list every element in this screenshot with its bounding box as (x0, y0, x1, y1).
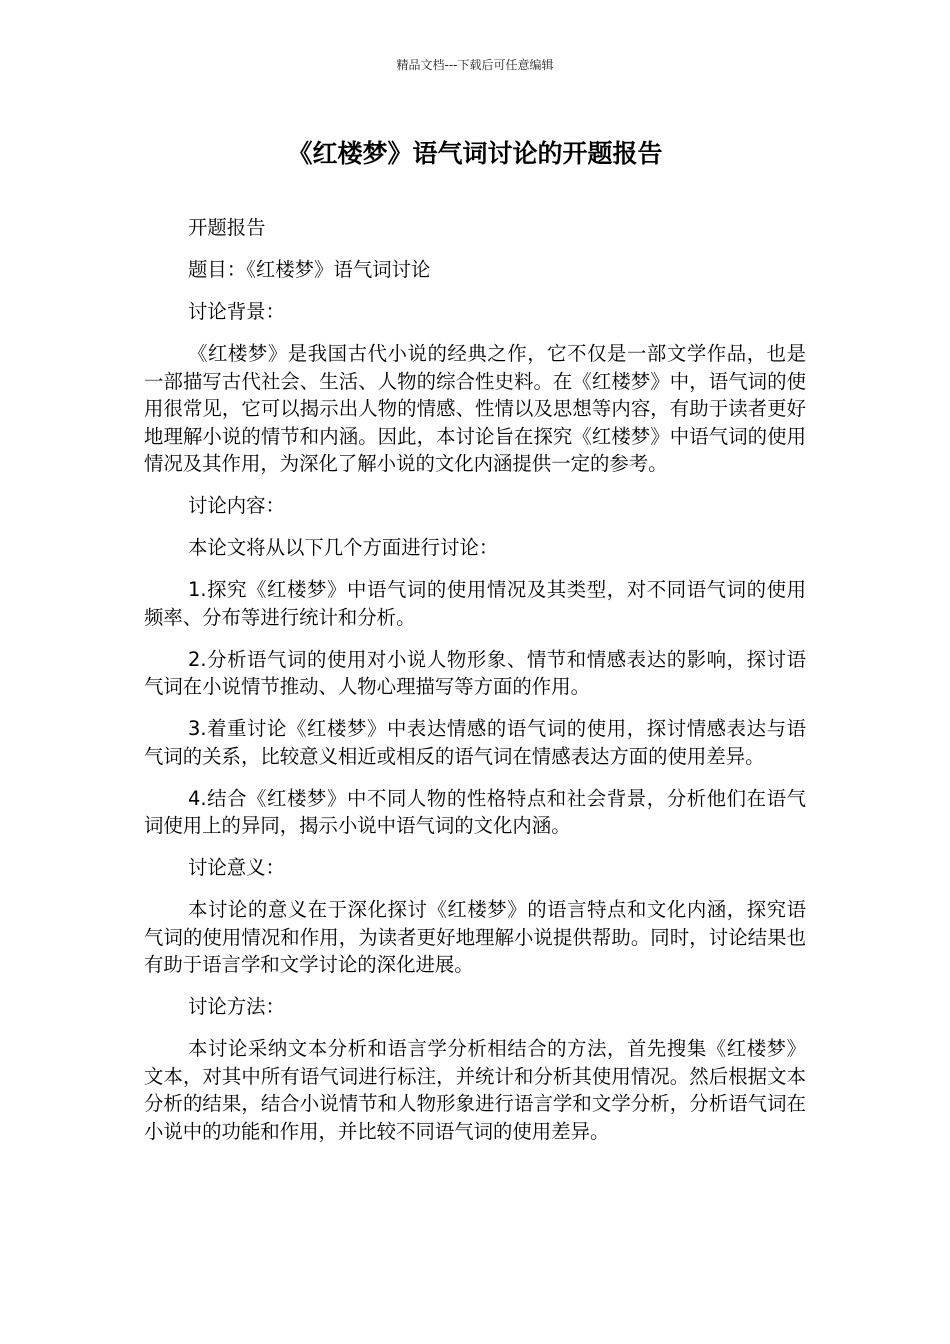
document-body (144, 214, 806, 1160)
section-heading-significance: 讨论意义： (188, 856, 285, 879)
paragraph-topic: 题目：《红楼梦》语气词讨论 (188, 258, 431, 281)
list-item-3: 3.着重讨论《红楼梦》中表达情感的语气词的使用，探讨情感表达与语气词的关系，比较意义相近或相反的语气词在情感表达方面的使用差异。 (144, 717, 806, 768)
section-heading-content: 讨论内容： (188, 494, 285, 517)
document-title: 《红楼梦》语气词讨论的开题报告 (287, 139, 663, 168)
list-item-1: 1.探究《红楼梦》中语气词的使用情况及其类型，对不同语气词的使用频率、分布等进行统计和分析。 (144, 578, 806, 629)
page-header: 精品文档---下载后可任意编辑 (396, 58, 554, 72)
section-heading-method: 讨论方法： (188, 995, 285, 1018)
paragraph-background: 《红楼梦》是我国古代小说的经典之作，它不仅是一部文学作品，也是一部描写古代社会、生活、人物的综合性史料。在《红楼梦》中，语气词的使用很常见，它可以揭示出人物的情感、性情以及思想等内容，有助于读者更好地理解小说的情节和内涵。因此，本讨论旨在探究《红楼梦》中语气词的使用情况及其作用，为深化了解小说的文化内涵提供一定的参考。 (144, 342, 806, 475)
section-heading-background: 讨论背景： (188, 300, 285, 323)
list-item-2: 2.分析语气词的使用对小说人物形象、情节和情感表达的影响，探讨语气词在小说情节推动、人物心理描写等方面的作用。 (144, 647, 806, 698)
list-item-4: 4.结合《红楼梦》中不同人物的性格特点和社会背景，分析他们在语气词使用上的异同，揭示小说中语气词的文化内涵。 (144, 786, 806, 837)
paragraph-content-intro: 本论文将从以下几个方面进行讨论： (188, 536, 499, 559)
paragraph-significance: 本讨论的意义在于深化探讨《红楼梦》的语言特点和文化内涵，探究语气词的使用情况和作用，为读者更好地理解小说提供帮助。同时，讨论结果也有助于语言学和文学讨论的深化进展。 (144, 898, 806, 976)
paragraph-method: 本讨论采纳文本分析和语言学分析相结合的方法，首先搜集《红楼梦》文本，对其中所有语气词进行标注，并统计和分析其使用情况。然后根据文本分析的结果，结合小说情节和人物形象进行语言学和文学分析，分析语气词在小说中的功能和作用，并比较不同语气词的使用差异。 (144, 1037, 806, 1143)
paragraph-report-label: 开题报告 (188, 216, 266, 239)
